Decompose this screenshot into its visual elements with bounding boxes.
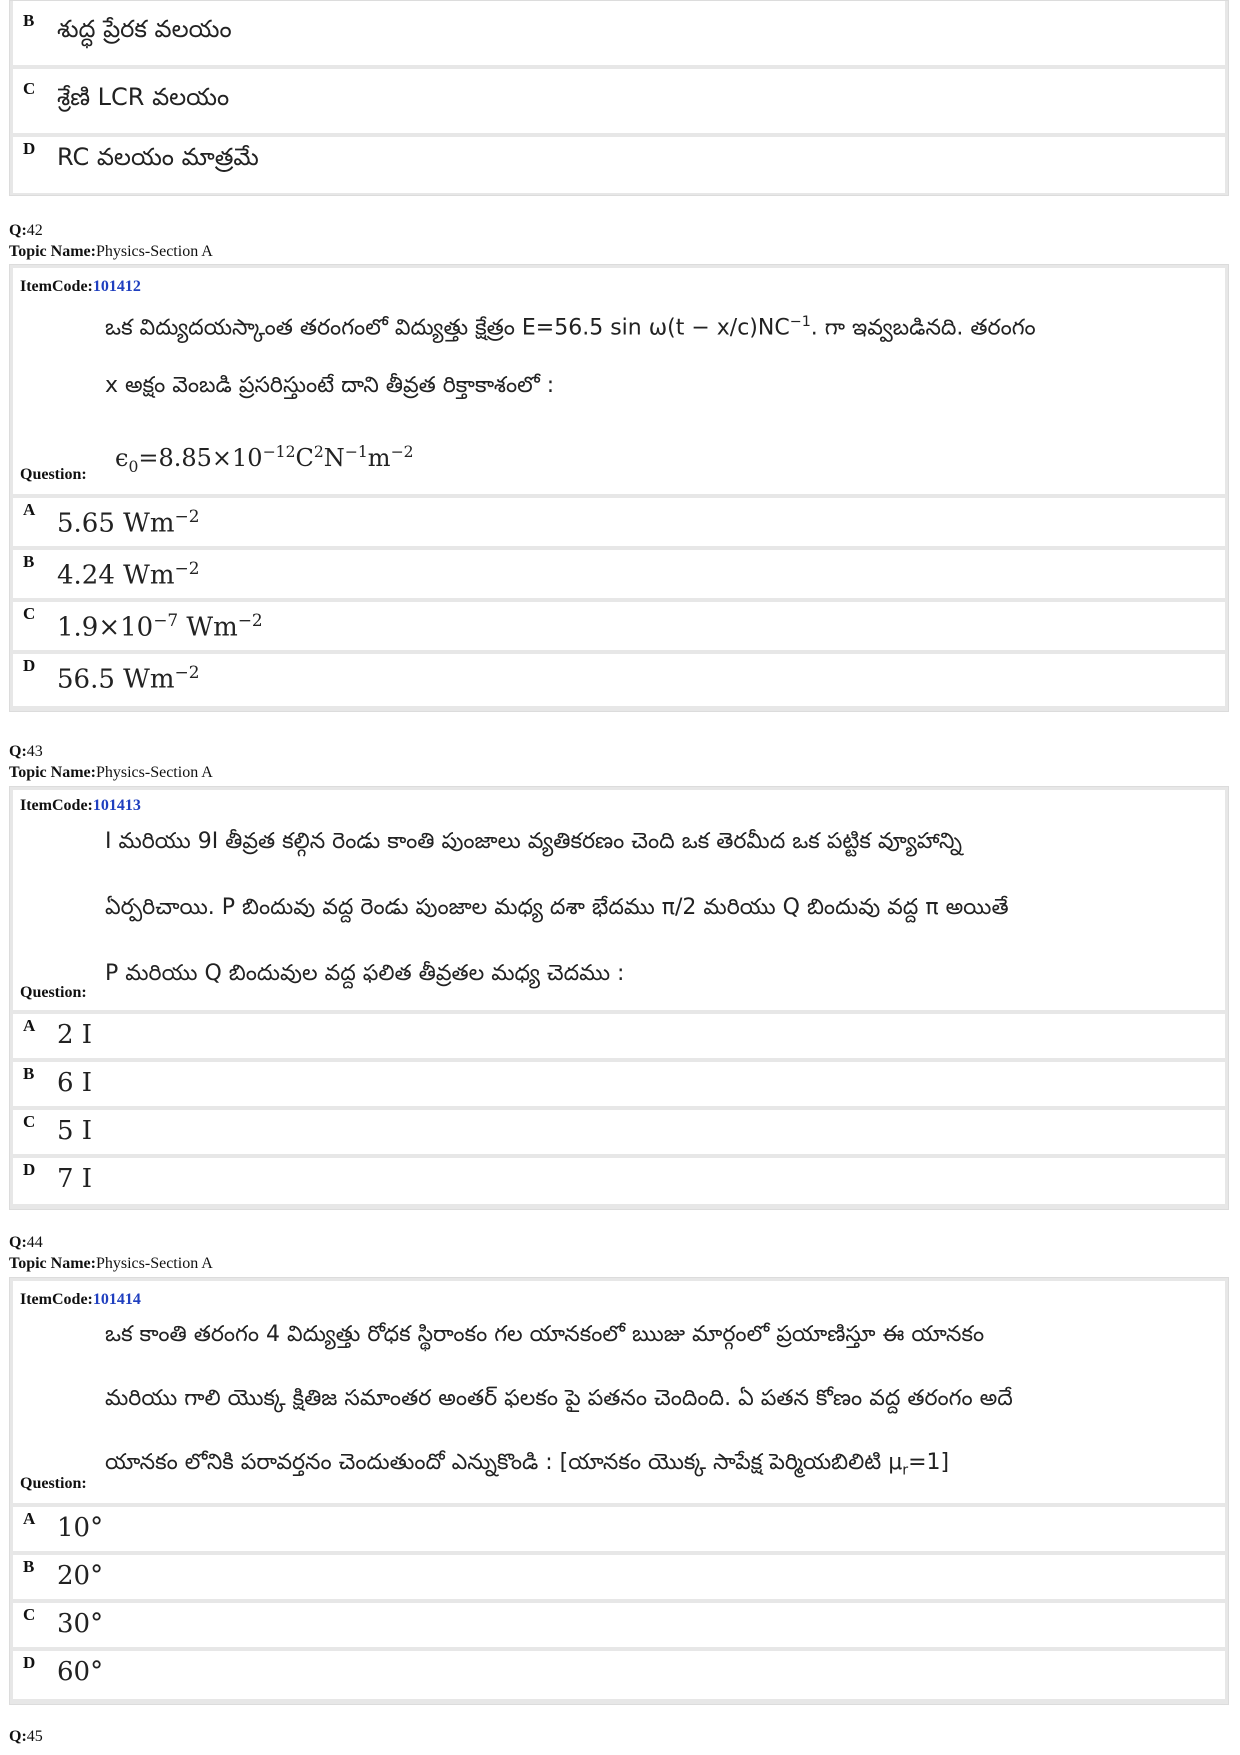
equation-text: N [323, 444, 345, 472]
item-code [20, 797, 141, 815]
question-line: మరియు గాలి యొక్క క్షితిజ సమాంతర అంతర్ ఫలకం పై పతనం చెందింది. ఏ పతన కోణం వద్ద తరంగం అదే [105, 1386, 1013, 1411]
question-line [105, 372, 1215, 400]
option-text: 2 I [57, 1020, 93, 1050]
question-number [9, 743, 43, 761]
item-code [20, 278, 141, 296]
option-letter: D [23, 1653, 36, 1672]
itemcode-label: ItemCode: [20, 278, 93, 295]
equation-text: m [367, 444, 391, 472]
option-value: 1.9×10 [57, 612, 154, 643]
option-letter: D [23, 139, 36, 158]
q-number: 42 [26, 222, 43, 239]
option-row [13, 137, 1225, 193]
topic-name [9, 1255, 213, 1273]
option-letter: B [23, 1064, 35, 1083]
q-number: 45 [26, 1728, 43, 1745]
option-letter: B [23, 1557, 35, 1576]
question-number [9, 1234, 43, 1252]
question-line: ఒక కాంతి తరంగం 4 విద్యుత్తు రోధక స్థిరాంకం గల యానకంలో ఋజు మార్గంలో ప్రయాణిస్తూ ఈ యానకం [105, 1322, 985, 1347]
option-row [13, 550, 1225, 598]
option-row [13, 1110, 1225, 1154]
superscript: −1 [789, 314, 811, 330]
topic-value: Physics-Section A [95, 243, 213, 260]
option-row [13, 654, 1225, 706]
option-letter: C [23, 1112, 36, 1131]
option-text: 30° [57, 1609, 104, 1639]
equation-text: C [295, 444, 314, 472]
subscript: r [902, 1462, 909, 1479]
item-code [20, 1291, 141, 1309]
option-text: 7 I [57, 1164, 93, 1194]
option-letter: D [23, 1160, 36, 1179]
question-line: P మరియు Q బిందువుల వద్ద ఫలిత తీవ్రతల మధ్య చెదము : [105, 961, 625, 986]
option-value: 4.24 Wm [57, 560, 175, 591]
superscript: −12 [262, 443, 296, 461]
option-text: 10° [57, 1513, 104, 1543]
itemcode-label: ItemCode: [20, 1291, 93, 1308]
option-text: RC వలయం మాత్రమే [57, 143, 259, 171]
topic-name [9, 243, 213, 261]
q-label: Q: [9, 222, 27, 239]
option-letter: A [23, 500, 36, 519]
option-letter: B [23, 11, 35, 30]
topic-label: Topic Name: [9, 1255, 96, 1272]
option-text: శుద్ధ ప్రేరక వలయం [57, 15, 232, 43]
option-row [13, 602, 1225, 650]
option-row [13, 1062, 1225, 1106]
superscript: −2 [174, 662, 200, 682]
option-row [13, 498, 1225, 546]
question-cell [13, 790, 1225, 1010]
option-text: 5 I [57, 1116, 93, 1146]
question-line-text: =1] [908, 1450, 950, 1475]
option-row [13, 1, 1225, 65]
question-line-text: x అక్షం వెంబడి ప్రసరిస్తుంటే దాని తీవ్రత రిక్తాకాశంలో : [105, 373, 555, 398]
question-line [105, 1449, 1215, 1484]
superscript: −7 [153, 610, 179, 630]
prev-question-options [9, 0, 1229, 196]
question-line-text: ఒక విద్యుదయస్కాంత తరంగంలో విద్యుత్తు క్షేత్రం E=56.5 sin ω(t − x/c)NC [105, 315, 790, 341]
question-line [105, 308, 1215, 342]
option-value: Wm [178, 612, 238, 643]
topic-label: Topic Name: [9, 764, 96, 781]
question-block [9, 1277, 1229, 1705]
option-row [13, 1555, 1225, 1599]
option-text [57, 662, 199, 695]
superscript: −2 [390, 443, 414, 461]
topic-value: Physics-Section A [95, 1255, 213, 1272]
superscript: 2 [313, 443, 324, 461]
question-label: Question: [20, 1475, 87, 1492]
itemcode-value: 101412 [92, 278, 141, 295]
equation-text: =8.85×10 [138, 444, 263, 472]
question-label: Question: [20, 984, 87, 1001]
question-number [9, 1728, 43, 1746]
question-line-text: యానకం లోనికి పరావర్తనం చెందుతుందో ఎన్నుకొండి : [యానకం యొక్క సాపేక్ష పెర్మియబిలిటి μ [105, 1450, 903, 1475]
question-block [9, 786, 1229, 1210]
option-text [57, 610, 263, 643]
question-line: I మరియు 9I తీవ్రత కల్గిన రెండు కాంతి పుంజాలు వ్యతికరణం చెంది ఒక తెరమీద ఒక పట్టిక వ్యూహాన్ని [105, 829, 962, 854]
option-letter: C [23, 79, 36, 98]
superscript: −1 [344, 443, 368, 461]
question-equation [115, 438, 1225, 481]
question-block [9, 264, 1229, 712]
option-value: 56.5 Wm [57, 664, 175, 695]
option-letter: A [23, 1509, 36, 1528]
option-row [13, 69, 1225, 133]
topic-label: Topic Name: [9, 243, 96, 260]
subscript: 0 [128, 457, 139, 476]
option-text: శ్రేణి LCR వలయం [57, 83, 230, 111]
q-number: 44 [26, 1234, 43, 1251]
itemcode-label: ItemCode: [20, 797, 93, 814]
question-cell [13, 268, 1225, 494]
topic-value: Physics-Section A [95, 764, 213, 781]
superscript: −2 [174, 558, 200, 578]
option-text: 20° [57, 1561, 104, 1591]
itemcode-value: 101414 [92, 1291, 141, 1308]
superscript: −2 [174, 506, 200, 526]
q-label: Q: [9, 1234, 27, 1251]
option-letter: D [23, 656, 36, 675]
q-number: 43 [26, 743, 43, 760]
topic-name [9, 764, 213, 782]
option-row [13, 1651, 1225, 1699]
equation-text: ϵ [115, 444, 129, 472]
option-row [13, 1603, 1225, 1647]
option-row [13, 1158, 1225, 1204]
option-value: 5.65 Wm [57, 508, 175, 539]
question-cell [13, 1281, 1225, 1503]
superscript: −2 [237, 610, 263, 630]
itemcode-value: 101413 [92, 797, 141, 814]
question-number [9, 222, 43, 240]
q-label: Q: [9, 743, 27, 760]
option-text: 6 I [57, 1068, 93, 1098]
option-text [57, 558, 199, 591]
option-letter: B [23, 552, 35, 571]
option-row [13, 1507, 1225, 1551]
option-row [13, 1014, 1225, 1058]
option-letter: C [23, 1605, 36, 1624]
option-letter: C [23, 604, 36, 623]
question-line-text: . గా ఇవ్వబడినది. తరంగం [810, 315, 1036, 341]
question-line: ఏర్పరిచాయి. P బిందువు వద్ద రెండు పుంజాల మధ్య దశా భేదము π/2 మరియు Q బిందువు వద్ద π అయితే [105, 895, 1009, 920]
question-label: Question: [20, 466, 87, 483]
option-text [57, 506, 199, 539]
q-label: Q: [9, 1728, 27, 1745]
option-letter: A [23, 1016, 36, 1035]
option-text: 60° [57, 1657, 104, 1687]
